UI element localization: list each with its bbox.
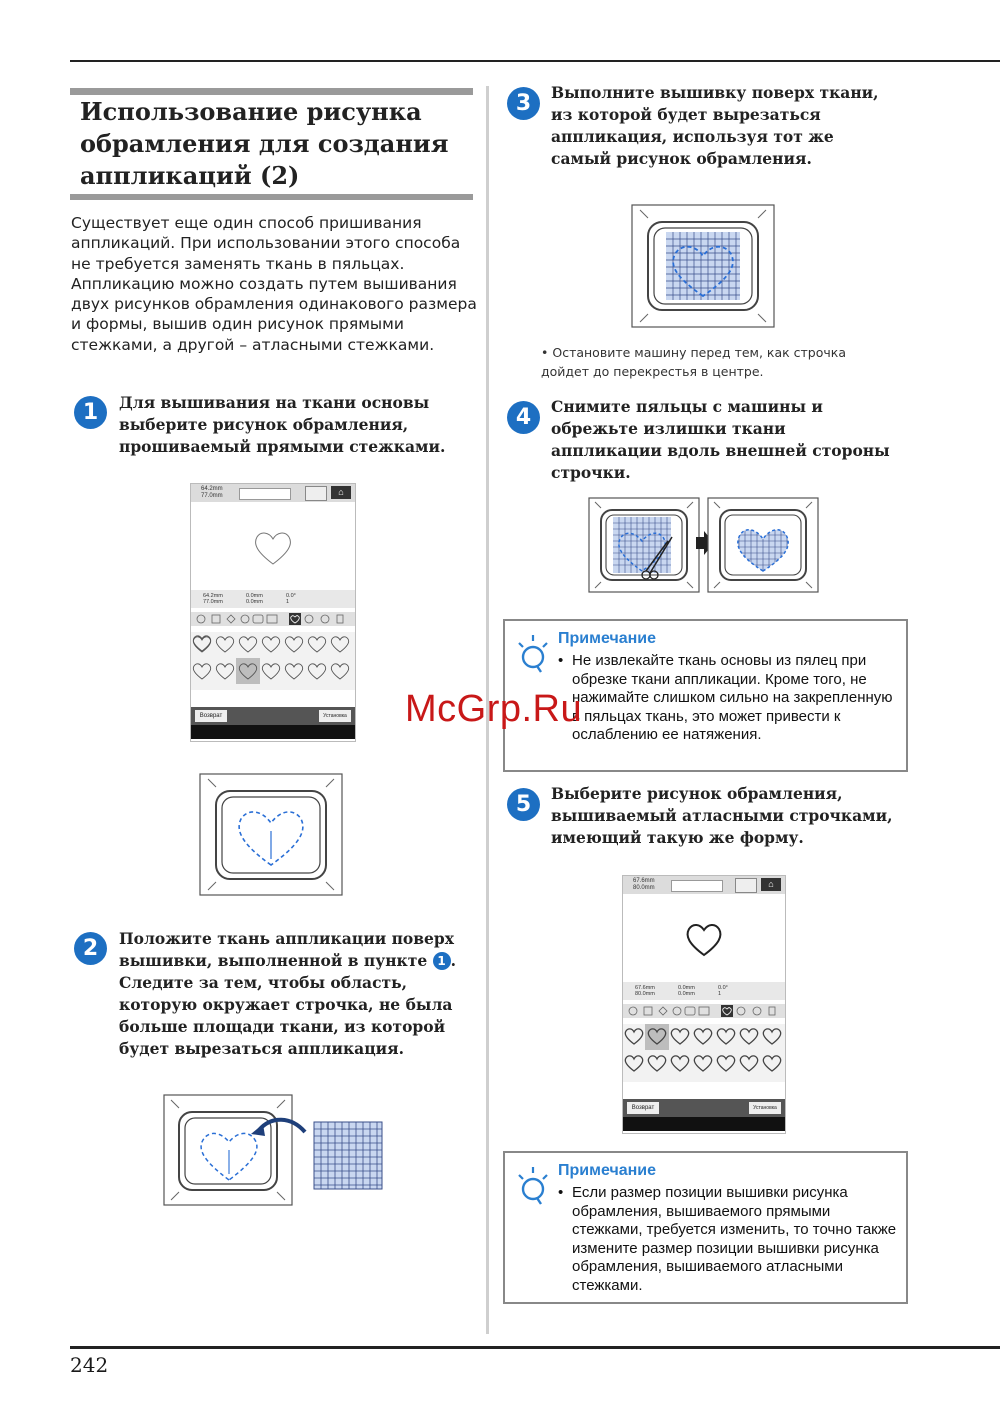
shape-selector[interactable] bbox=[623, 1004, 785, 1018]
heart-pattern-icons bbox=[191, 632, 353, 690]
preview-heart-icon bbox=[683, 920, 725, 958]
screen-bottom-bar bbox=[623, 1099, 785, 1117]
note-1-content bbox=[558, 652, 898, 745]
home-button[interactable]: ⌂ bbox=[761, 878, 781, 891]
info-pos-y: 0.0mm bbox=[246, 593, 263, 599]
heart-pattern-icons bbox=[623, 1024, 783, 1082]
step-4-text: Снимите пяльцы с машины и обрежьте излишки ткани аппликации вдоль внешней стороны строчки. bbox=[551, 397, 890, 482]
note-2-title: Примечание bbox=[558, 1162, 657, 1179]
header-rule bbox=[70, 60, 1000, 62]
section-title: Использование рисунка обрамления для создания аппликаций (2) bbox=[80, 97, 449, 190]
watermark: McGrp.Ru bbox=[405, 688, 583, 730]
pattern-grid[interactable] bbox=[623, 1024, 785, 1082]
info-pos-x: 0.0mm bbox=[678, 991, 695, 997]
step-3-number: 3 bbox=[507, 87, 540, 120]
screen-toolbar bbox=[191, 484, 355, 502]
step-2-text bbox=[119, 928, 464, 1060]
step-2-ref-number: 1 bbox=[433, 952, 451, 970]
position-info bbox=[623, 982, 785, 1000]
note-2-text: Если размер позиции вышивки рисунка обрамления, вышиваемого прямыми стежками, требуется изменить, то точно также измените размер позиции вышивки рисунка обрамления, вышиваемого атласными стежками. bbox=[572, 1184, 897, 1294]
note-1-text: Не извлекайте ткань основы из пялец при обрезке ткани аппликации. Кроме того, не нажимайте слишком сильно на закрепленную в пяльцах ткань, это может привести к ослаблению ее натяжения. bbox=[572, 652, 893, 744]
shape-selector[interactable] bbox=[191, 612, 355, 626]
machine-screen-2 bbox=[622, 875, 786, 1134]
info-count: 1 bbox=[718, 991, 722, 997]
info-angle: 0.0° bbox=[286, 593, 296, 599]
shape-icons bbox=[191, 612, 353, 626]
size-buttons[interactable] bbox=[239, 488, 291, 500]
pattern-grid[interactable] bbox=[191, 632, 355, 690]
info-pos-y: 0.0mm bbox=[678, 985, 695, 991]
note-bulb-icon bbox=[513, 631, 553, 675]
bullet-dot: • bbox=[541, 345, 553, 360]
screen-bottom-bar bbox=[191, 707, 355, 725]
appliqué-fabric-swatch bbox=[314, 1122, 382, 1189]
info-count: 1 bbox=[286, 599, 290, 605]
title-bar-top bbox=[70, 88, 473, 95]
info-width: 67.6mm bbox=[635, 985, 655, 991]
step-1-text: Для вышивания на ткани основы выберите рисунок обрамления, прошиваемый прямыми стежками. bbox=[119, 393, 446, 456]
size-buttons[interactable] bbox=[671, 880, 723, 892]
step-3-bullet-text: Остановите машину перед тем, как строчка дойдет до перекрестья в центре. bbox=[541, 345, 846, 379]
note-2-content bbox=[558, 1184, 898, 1296]
intro-paragraph: Существует еще один способ пришивания аппликаций. При использовании этого способа не требуется заменять ткань в пяльцах. Аппликацию можно создать путем вышивания двух рисунков обрамления одинакового размера и формы, вышив один рисунок прямыми стежками, а другой – атласными стежками. bbox=[71, 214, 477, 354]
screen-status-bar bbox=[623, 1117, 785, 1131]
back-button[interactable]: Возврат bbox=[627, 1102, 659, 1114]
page-number: 242 bbox=[70, 1353, 109, 1377]
set-button[interactable]: Установка bbox=[749, 1102, 781, 1114]
screen-status-bar bbox=[191, 725, 355, 739]
hoop-embroider-over-fabric-illustration bbox=[631, 204, 775, 328]
step-2-number: 2 bbox=[74, 932, 107, 965]
note-bulb-icon bbox=[513, 1163, 553, 1207]
set-button[interactable]: Установка bbox=[319, 710, 351, 722]
size-width: 64.2mm bbox=[201, 486, 223, 492]
shape-icons bbox=[623, 1004, 783, 1018]
back-button[interactable]: Возврат bbox=[195, 710, 227, 722]
position-info bbox=[191, 590, 355, 608]
screen-toolbar bbox=[623, 876, 785, 894]
trim-fabric-illustration bbox=[588, 497, 820, 593]
title-bar-bottom bbox=[70, 194, 473, 200]
info-angle: 0.0° bbox=[718, 985, 728, 991]
footer-rule bbox=[70, 1346, 1000, 1349]
size-readout bbox=[201, 486, 223, 499]
home-button[interactable]: ⌂ bbox=[331, 486, 351, 499]
size-width: 67.6mm bbox=[633, 878, 655, 884]
section-title-box bbox=[70, 88, 473, 200]
step-3-bullet bbox=[541, 343, 871, 381]
preview-heart-icon bbox=[251, 528, 295, 568]
machine-screen-1 bbox=[190, 483, 356, 742]
note-box-2 bbox=[503, 1151, 908, 1304]
step-3-text: Выполните вышивку поверх ткани, из которой будет вырезаться аппликация, используя тот же самый рисунок обрамления. bbox=[551, 83, 879, 168]
step-1-number: 1 bbox=[74, 396, 107, 429]
memory-button[interactable] bbox=[305, 486, 327, 501]
info-height: 77.0mm bbox=[203, 599, 223, 605]
note-1-title: Примечание bbox=[558, 630, 657, 647]
memory-button[interactable] bbox=[735, 878, 757, 893]
info-pos-x: 0.0mm bbox=[246, 599, 263, 605]
step-2-text-b: . Следите за тем, чтобы область, которую окружает строчка, не была больше площади ткани, из которой будет вырезаться аппликация. bbox=[119, 951, 457, 1058]
size-height: 80.0mm bbox=[633, 884, 655, 891]
step-5-number: 5 bbox=[507, 788, 540, 821]
info-height: 80.0mm bbox=[635, 991, 655, 997]
hoop-straight-stitch-illustration bbox=[199, 773, 343, 896]
size-height: 77.0mm bbox=[201, 492, 223, 499]
step-2-text-a: Положите ткань аппликации поверх вышивки, выполненной в пункте bbox=[119, 929, 454, 970]
hoop-place-fabric-illustration bbox=[163, 1094, 393, 1206]
size-readout bbox=[633, 878, 655, 891]
step-5-text: Выберите рисунок обрамления, вышиваемый атласными строчками, имеющий такую же форму. bbox=[551, 784, 893, 847]
note-2-bullet: • bbox=[558, 1184, 564, 1201]
info-width: 64.2mm bbox=[203, 593, 223, 599]
note-1-bullet: • bbox=[558, 652, 564, 669]
step-4-number: 4 bbox=[507, 401, 540, 434]
